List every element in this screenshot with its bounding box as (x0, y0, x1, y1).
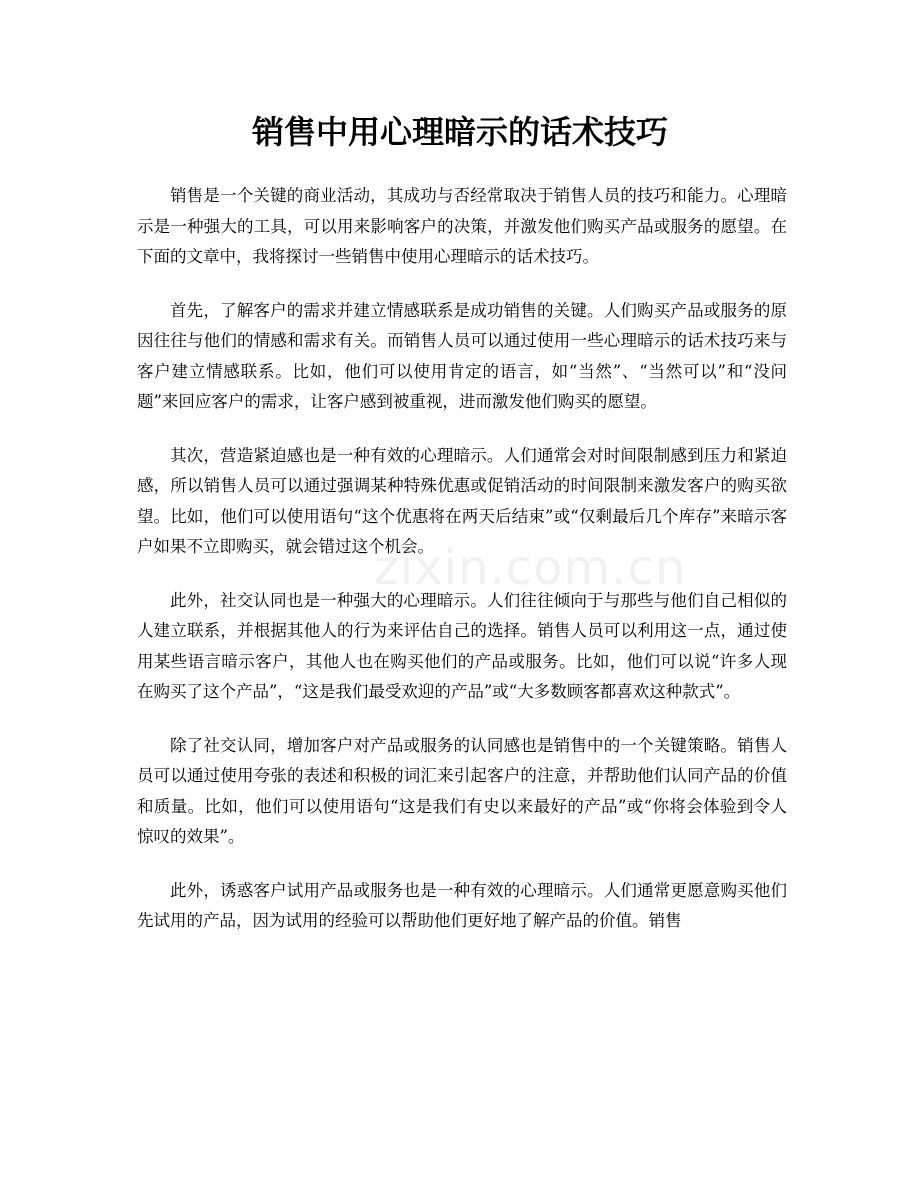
paragraph-5: 除了社交认同，增加客户对产品或服务的认同感也是销售中的一个关键策略。销售人员可以通过使用夸张的表述和积极的词汇来引起客户的注意，并帮助他们认同产品的价值和质量。比如，他们可以使用语句“这是我们有史以来最好的产品”或“你将会体验到令人惊叹的效果”。 (137, 735, 787, 846)
paragraph-3: 其次，营造紧迫感也是一种有效的心理暗示。人们通常会对时间限制感到压力和紧迫感，所以销售人员可以通过强调某种特殊优惠或促销活动的时间限制来激发客户的购买欲望。比如，他们可以使用语句“这个优惠将在两天后结束”或“仅剩最后几个库存”来暗示客户如果不立即购买，就会错过这个机会。 (137, 445, 787, 556)
paragraph-1: 销售是一个关键的商业活动，其成功与否经常取决于销售人员的技巧和能力。心理暗示是一种强大的工具，可以用来影响客户的决策，并激发他们购买产品或服务的愿望。在下面的文章中，我将探讨一些销售中使用心理暗示的话术技巧。 (137, 186, 787, 266)
paragraph-2: 首先，了解客户的需求并建立情感联系是成功销售的关键。人们购买产品或服务的原因往往与他们的情感和需求有关。而销售人员可以通过使用一些心理暗示的话术技巧来与客户建立情感联系。比如，他们可以使用肯定的语言，如“当然”、“当然可以”和“没问题”来回应客户的需求，让客户感到被重视，进而激发他们购买的愿望。 (137, 300, 787, 411)
document-title: 销售中用心理暗示的话术技巧 (251, 113, 668, 151)
document-body (137, 181, 787, 960)
paragraph-6: 此外，诱惑客户试用产品或服务也是一种有效的心理暗示。人们通常更愿意购买他们先试用的产品，因为试用的经验可以帮助他们更好地了解产品的价值。销售 (137, 880, 787, 930)
watermark: zixin.com.cn (373, 540, 687, 596)
paragraph-4: 此外，社交认同也是一种强大的心理暗示。人们往往倾向于与那些与他们自己相似的人建立联系，并根据其他人的行为来评估自己的选择。销售人员可以利用这一点，通过使用某些语言暗示客户，其他人也在购买他们的产品或服务。比如，他们可以说“许多人现在购买了这个产品”，“这是我们最受欢迎的产品”或“大多数顾客都喜欢这种款式”。 (137, 590, 787, 701)
